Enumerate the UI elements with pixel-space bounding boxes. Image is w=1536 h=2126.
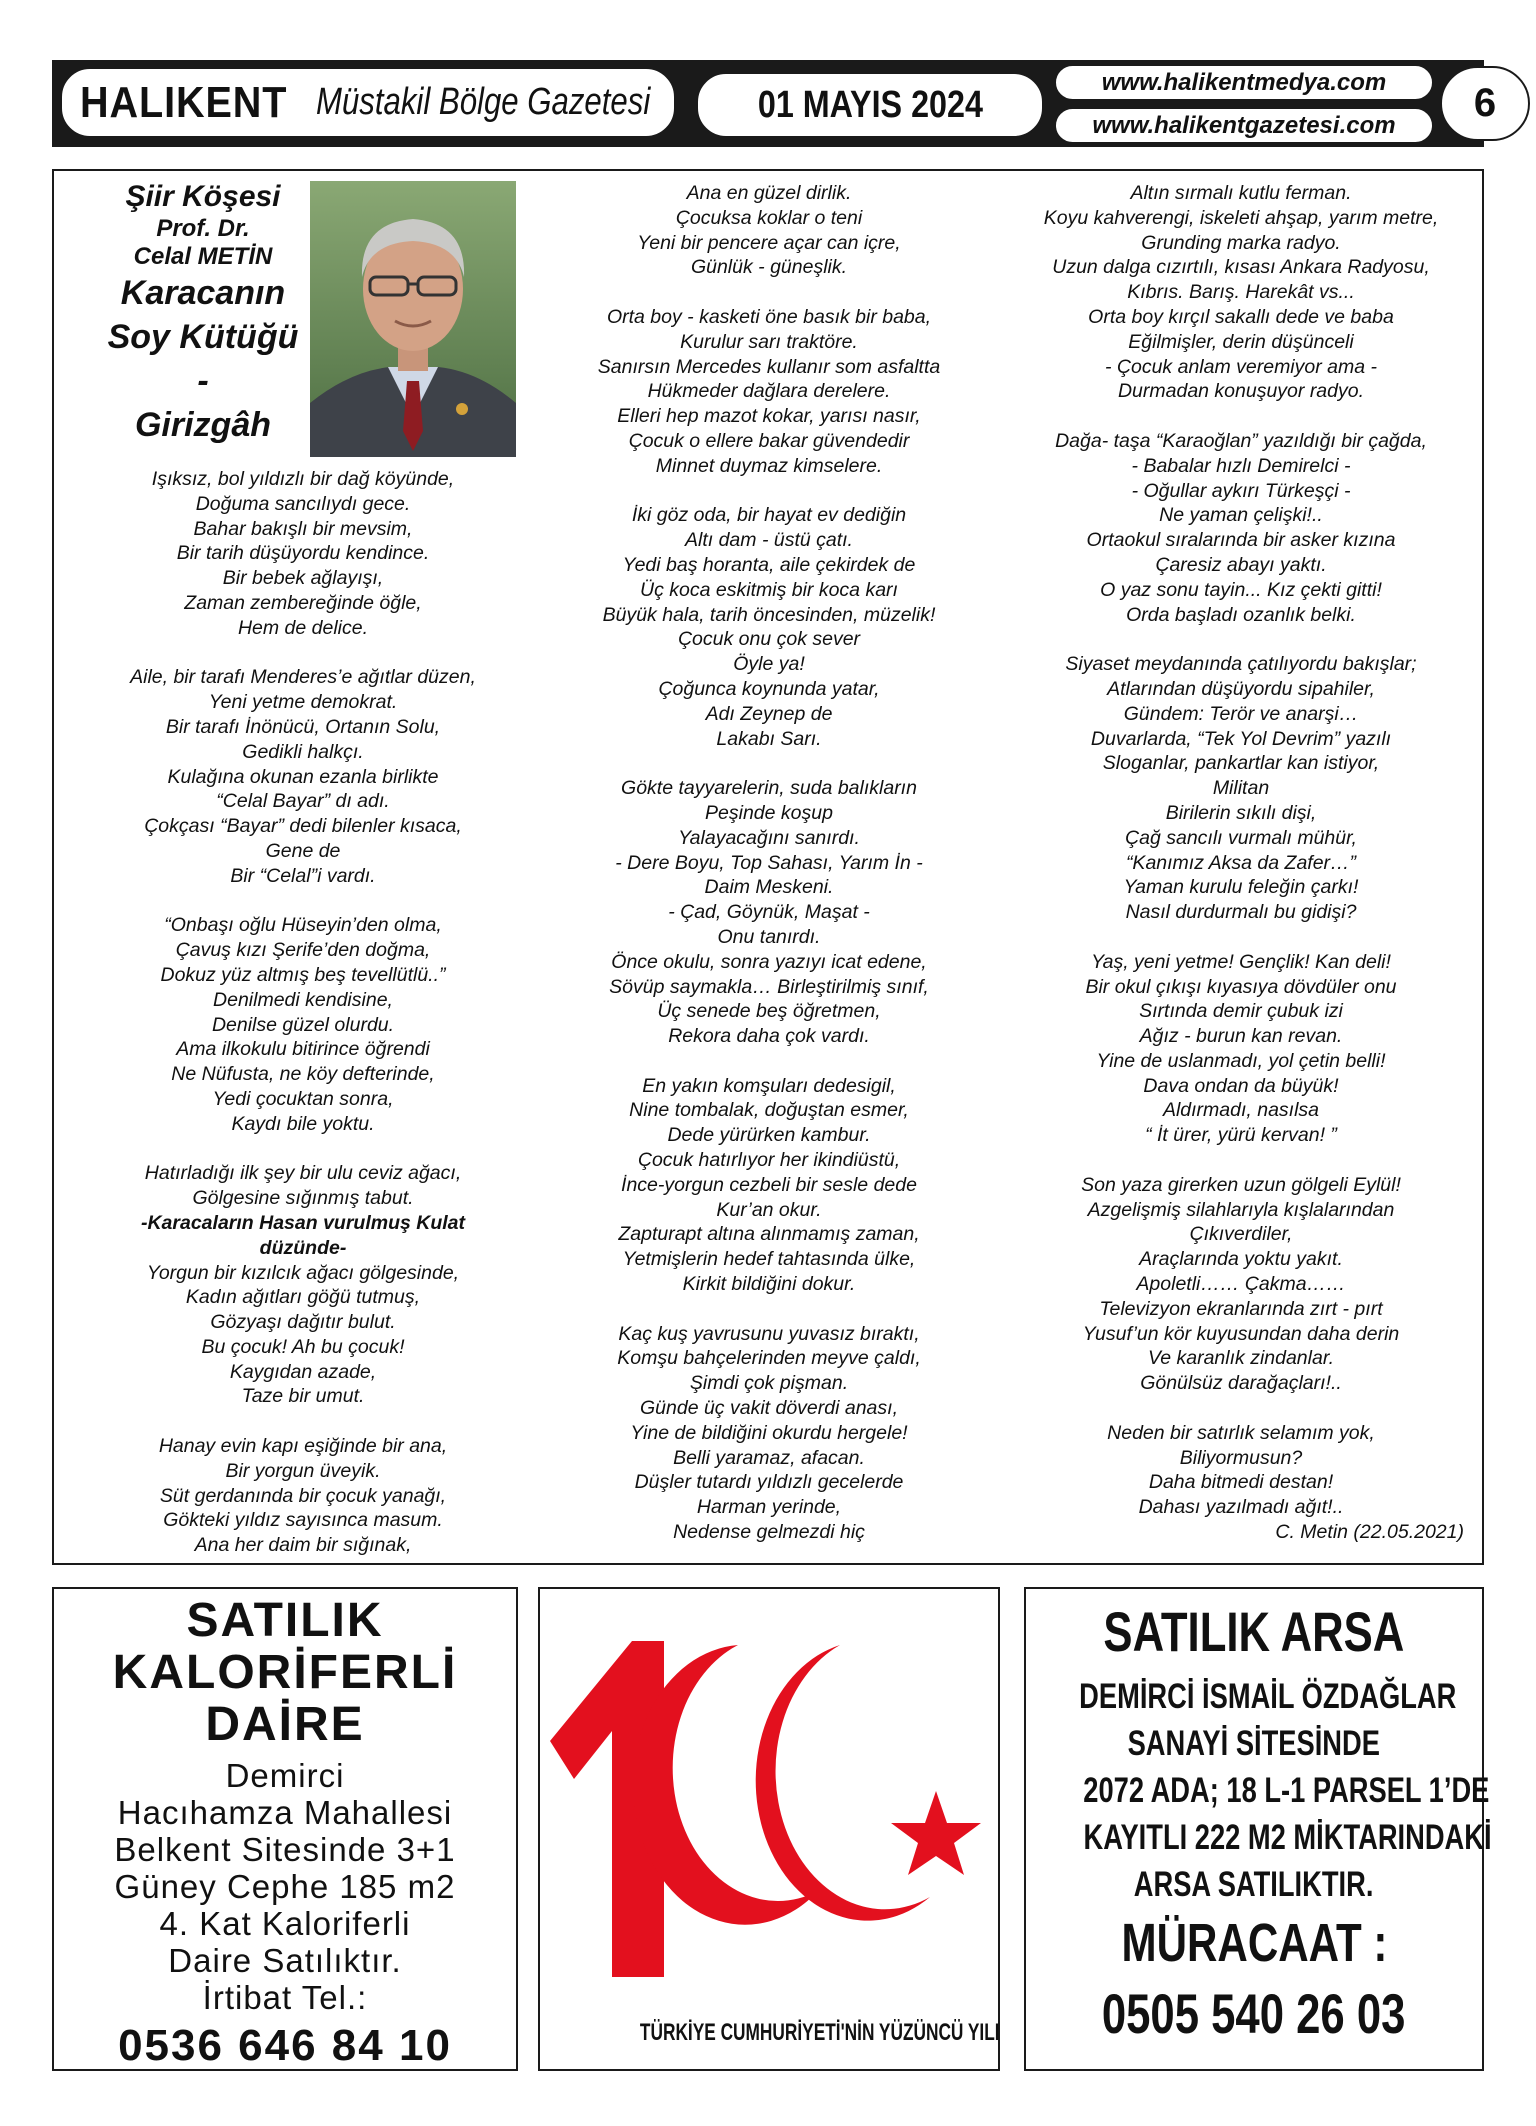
ad1-details-line: Belkent Sitesinde 3+1 [114, 1831, 456, 1868]
poem-column-1-line: Çokçası “Bayar” dedi bilenler kısaca, [144, 815, 462, 838]
poem-column-3-stanzas-line: Çıkıverdiler, [1189, 1223, 1293, 1246]
poem-column-3-stanzas-line: Gönülsüz darağaçları!.. [1140, 1372, 1342, 1395]
poem-column-1-line: Doğuma sancılıydı gece. [195, 492, 411, 515]
poem-column-1-line: Bir tarafı İnönücü, Ortanın Solu, [165, 715, 441, 738]
poem-column-1-line: Kaydı bile yoktu. [231, 1112, 375, 1135]
poem-column-2-line [552, 280, 986, 305]
poem-column-1-line: Aile, bir tarafı Menderes’e ağıtlar düzen, [130, 666, 476, 689]
poem-column-2-line: Çocuk hatırlıyor her ikindiüstü, [637, 1149, 901, 1172]
poem-column-3-stanzas-line: Apoletli…… Çakma…… [1136, 1273, 1346, 1296]
poem-column-2-line: Kaç kuş yavrusunu yuvasız bıraktı, [618, 1322, 920, 1345]
brand-pill [60, 67, 676, 138]
poem-column-3-stanzas-line: Biliyormusun? [1179, 1446, 1303, 1469]
poem-column-2-line: Adı Zeynep de [705, 702, 833, 725]
poem-column-3-stanzas-line: Duvarlarda, “Tek Yol Devrim” yazılı [1090, 727, 1392, 750]
poem-column-2-line [552, 1297, 986, 1322]
poem-column-2-line: Dede yürürken kambur. [667, 1124, 871, 1147]
author-photo [310, 181, 516, 457]
poem-column-3-stanzas-line: Sırtında demir çubuk izi [1139, 1000, 1343, 1023]
ad-land-for-sale [1024, 1587, 1492, 2071]
poem-column-3-stanzas-line: “ İt ürer, yürü kervan! ” [1145, 1124, 1337, 1147]
poem-column-3-stanzas-line: Yaş, yeni yetme! Gençlik! Kan deli! [1091, 950, 1391, 973]
poem-column-3-stanzas [1012, 181, 1470, 1520]
poem-column-3-stanzas-line: Araçlarında yoktu yakıt. [1139, 1248, 1343, 1271]
star-shape [891, 1791, 981, 1875]
poem-column-1-line: “Celal Bayar” dı adı. [216, 790, 390, 813]
poem-column-2-line: Yetmişlerin hedef tahtasında ülke, [622, 1248, 916, 1271]
poem-column-2-line: Çocuksa koklar o teni [675, 206, 863, 229]
poem-column-3-stanzas-line: Dahası yazılmadı ağıt!.. [1138, 1496, 1344, 1519]
poem-column-1 [94, 467, 512, 1558]
poem-column-2-line: Nine tombalak, doğuştan esmer, [629, 1099, 909, 1122]
ad3-details-line [1026, 1720, 1482, 1767]
poem-column-3-stanzas-line: Nasıl durdurmalı bu gidişi? [1125, 901, 1357, 924]
poem-signature: C. Metin (22.05.2021) [1275, 1521, 1464, 1544]
poem-column-3-stanzas-line [1012, 404, 1470, 429]
poem-column-2-line: Günlük - güneşlik. [690, 256, 848, 279]
poem-column-3-stanzas-line: Ortaokul sıralarında bir asker kızına [1086, 529, 1396, 552]
ad1-details-line: Güney Cephe 185 m2 [114, 1868, 456, 1905]
ad1-details [54, 1757, 516, 2016]
ad1-details-line: Hacıhamza Mahallesi [117, 1794, 453, 1831]
poem-column-3-stanzas-line: Son yaza girerken uzun gölgeli Eylül! [1081, 1173, 1401, 1196]
poem-column-1-line [94, 1137, 512, 1162]
poem-column-2-line [552, 751, 986, 776]
poem-column-3-stanzas-line: Dava ondan da büyük! [1143, 1074, 1339, 1097]
poem-column-2-line [552, 479, 986, 504]
issue-date [696, 72, 1044, 138]
poem-column-1-line: Bir “Celal”i vardı. [230, 864, 376, 887]
website-link-2[interactable]: www.halikentgazetesi.com [1054, 107, 1434, 144]
poem-column-2-line: En yakın komşuları dedesigil, [642, 1074, 896, 1097]
poem-column-2-line: - Çad, Göynük, Maşat - [668, 901, 870, 924]
ad3-headline: SATILIK ARSA [1103, 1600, 1405, 1663]
ad1-headline-2: KALORİFERLİ [112, 1646, 458, 1699]
poem-column-2 [552, 181, 986, 1545]
page-number: 6 [1440, 66, 1530, 141]
poem-column-2-line: Sövüp saymakla… Birleştirilmiş sınıf, [609, 975, 929, 998]
poem-column-2-line: Öyle ya! [733, 653, 805, 676]
poem-title-line-2: Soy Kütüğü [107, 318, 299, 356]
poem-column-3-stanzas-line: Ne yaman çelişki!.. [1159, 504, 1323, 527]
poem-column-3-stanzas-line: Atlarından düşüyordu sipahiler, [1107, 677, 1375, 700]
poem-column-3-stanzas-line: Orta boy kırçıl sakallı dede ve baba [1088, 305, 1394, 328]
poem-column-2-line: İnce-yorgun cezbeli bir sesle dede [621, 1173, 917, 1196]
poem-column-1-line [94, 889, 512, 914]
poem-column-2-line: Belli yaramaz, afacan. [673, 1446, 865, 1469]
ad3-details [1026, 1673, 1492, 1908]
poem-title-line-4: Girizgâh [134, 406, 272, 444]
detail-text: KAYITLI 222 M2 MİKTARINDAKİ [1083, 1818, 1492, 1857]
ad1-details-line: Demirci [225, 1757, 345, 1794]
poem-column-2-line: Zapturapt altına alınmamış zaman, [618, 1223, 920, 1246]
poem-column-1-line: Yeni yetme demokrat. [208, 691, 398, 714]
website-link-1[interactable]: www.halikentmedya.com [1054, 64, 1434, 101]
poem-column-2-line: Üç senede beş öğretmen, [657, 1000, 881, 1023]
poem-column-3-stanzas-line: Ağız - burun kan revan. [1139, 1025, 1343, 1048]
ad1-details-line: 4. Kat Kaloriferli [159, 1905, 411, 1942]
ad-republic-centenary [538, 1587, 1000, 2071]
poem-column-3-stanzas-line: Yaman kurulu feleğin çarkı! [1123, 876, 1359, 899]
poem-column-2-line: Ana en güzel dirlik. [686, 182, 852, 204]
ad1-headline-1: SATILIK [186, 1594, 384, 1647]
poem-column-2-line: Gökte tayyarelerin, suda balıkların [621, 777, 917, 800]
poem-column-3-stanzas-line: Grunding marka radyo. [1141, 231, 1341, 254]
poem-column-1-line: Gölgesine sığınmış tabut. [192, 1187, 414, 1210]
poem-title-line-1: Karacanın [120, 274, 286, 312]
ad3-phone: 0505 540 26 03 [1102, 1982, 1406, 2045]
poem-title-line-3: - [197, 362, 209, 400]
poem-column-3-stanzas-line [1012, 1396, 1470, 1421]
author-name: Celal METİN [133, 243, 273, 270]
poem-column-3-stanzas-line: Neden bir satırlık selamım yok, [1107, 1421, 1375, 1444]
poem-column-2-line: Kur’an okur. [716, 1198, 822, 1221]
column-kicker: Şiir Köşesi [125, 180, 281, 213]
poem-column-2-line: Şimdi çok pişman. [689, 1372, 849, 1395]
poem-column-3-stanzas-line: - Çocuk anlam veremiyor ama - [1105, 355, 1377, 378]
poem-column-3-stanzas-line: Yine de uslanmadı, yol çetin belli! [1096, 1049, 1386, 1072]
poem-column-2-line: Yedi baş horanta, aile çekirdek de [622, 553, 916, 576]
centenary-logo [540, 1601, 998, 2011]
ad3-contact-label: MÜRACAAT : [1121, 1913, 1387, 1973]
poem-column-1-line: Taze bir umut. [241, 1385, 365, 1408]
poem-column-3-stanzas-line: Gündem: Terör ve anarşi… [1123, 702, 1359, 725]
poem-column-2-line: Kirkit bildiğini dokur. [682, 1273, 856, 1296]
brand-subtitle: Müstakil Bölge Gazetesi [316, 81, 651, 123]
poem-column-2-line: İki göz oda, bir hayat ev dediğin [631, 504, 907, 527]
poem-column-1-line: “Onbaşı oğlu Hüseyin’den olma, [164, 914, 442, 937]
poem-column-1-line: Zaman zembereğinde öğle, [184, 591, 422, 614]
poem-column-3-stanzas-line: Siyaset meydanında çatılıyordu bakışlar; [1065, 653, 1417, 676]
poem-column-1-line: Dokuz yüz altmış beş tevellütlü..” [160, 963, 446, 986]
poem-column-3-stanzas-line: Uzun dalga cızırtılı, kısası Ankara Radyosu, [1052, 256, 1430, 279]
ad1-phone: 0536 646 84 10 [118, 2021, 452, 2070]
poem-column-3-stanzas-line: Dağa- taşa “Karaoğlan” yazıldığı bir çağda, [1055, 429, 1427, 452]
brand-name: HALIKENT [80, 77, 288, 127]
poem-column-2-line: Nedense gelmezdi hiç [673, 1521, 865, 1544]
poem-column-3-stanzas-line: Çağ sancılı vurmalı mühür, [1125, 826, 1357, 849]
article-title-block [74, 179, 332, 447]
ad3-details-line [1026, 1861, 1482, 1908]
poem-column-2-line: Rekora daha çok vardı. [668, 1025, 870, 1048]
poem-column-1-line: -Karacaların Hasan vurulmuş Kulat [140, 1211, 466, 1234]
poem-column-2-line [552, 1049, 986, 1074]
poem-column-2-line: Komşu bahçelerinden meyve çaldı, [617, 1347, 921, 1370]
ad1-headline-3: DAİRE [205, 1698, 365, 1751]
poem-column-1-line [94, 641, 512, 666]
poem-column-2-line: Altı dam - üstü çatı. [685, 529, 853, 552]
poem-column-2-line: Minnet duymaz kimselere. [655, 454, 883, 477]
poem-column-3-stanzas-line: Koyu kahverengi, iskeleti ahşap, yarım metre, [1043, 206, 1439, 229]
poem-column-2-line: Çocuk onu çok sever [677, 628, 861, 651]
crescent-shape-2 [756, 1645, 930, 1921]
masthead [52, 60, 1497, 147]
detail-text: ARSA SATILIKTIR. [1134, 1865, 1374, 1904]
poem-column-3-stanzas-line: Ve karanlık zindanlar. [1147, 1347, 1335, 1370]
ad1-details-line: İrtibat Tel.: [202, 1979, 368, 2016]
poem-column-3-stanzas-line [1012, 1148, 1470, 1173]
poem-column-3-stanzas-line: Kıbrıs. Barış. Harekât vs... [1127, 281, 1355, 304]
poem-column-3-stanzas-line: Eğilmişler, derin düşünceli [1128, 330, 1354, 353]
poem-column-3-stanzas-line: O yaz sonu tayin... Kız çekti gitti! [1100, 578, 1382, 601]
poem-column-1-line: Ama ilkokulu bitirince öğrendi [176, 1038, 430, 1061]
poem-column-2-line: Çoğunca koynunda yatar, [658, 677, 880, 700]
poem-column-1-line: Yedi çocuktan sonra, [212, 1087, 394, 1110]
centenary-caption: TÜRKİYE CUMHURİYETİ'NİN YÜZÜNCÜ YILI [639, 2019, 1000, 2046]
poem-column-3-stanzas-line: “Kanımız Aksa da Zafer…” [1125, 851, 1357, 874]
ad3-details-line [1026, 1673, 1482, 1720]
ad1-details-line: Daire Satılıktır. [168, 1942, 402, 1979]
poem-column-3-stanzas-line: Birilerin sıkılı dişi, [1165, 801, 1317, 824]
poem-column-1-line: Gözyaşı dağıtır bulut. [210, 1311, 396, 1334]
poem-column-2-line: Hükmeder dağlara derelere. [647, 380, 891, 403]
poem-column-2-line: Önce okulu, sonra yazıyı icat edene, [611, 950, 927, 973]
poem-column-2-line: Elleri hep mazot kokar, yarısı nasır, [617, 405, 921, 428]
poem-column-2-line: Kurulur sarı traktöre. [680, 330, 858, 353]
poem-column-3-stanzas-line [1012, 925, 1470, 950]
poem-column-2-line: Yalayacağını sanırdı. [678, 826, 860, 849]
issue-date-text: 01 MAYIS 2024 [757, 83, 983, 126]
ad-apartment-for-sale [52, 1587, 518, 2071]
poem-column-3-stanzas-line: Altın sırmalı kutlu ferman. [1130, 182, 1352, 204]
poem-column-2-line: Büyük hala, tarih öncesinden, müzelik! [602, 603, 936, 626]
poem-column-3-stanzas-line: Orda başladı ozanlık belki. [1126, 603, 1356, 626]
poem-column-1-line: Denilmedi kendisine, [213, 988, 393, 1011]
poem-column-3-stanzas-line [1012, 627, 1470, 652]
poem-column-2-line: Yine de bildiğini okurdu hergele! [630, 1421, 908, 1444]
poem-column-3-stanzas-line: Aldırmadı, nasılsa [1162, 1099, 1320, 1122]
detail-text: SANAYİ SİTESİNDE [1127, 1724, 1381, 1763]
poem-column-2-line: Üç koca eskitmiş bir koca karı [640, 578, 898, 601]
poem-column-2-line: Daim Meskeni. [704, 876, 834, 899]
poem-column-1-line: Hanay evin kapı eşiğinde bir ana, [158, 1435, 448, 1458]
poem-column-2-line: - Dere Boyu, Top Sahası, Yarım İn - [615, 851, 923, 874]
poem-column-1-line: Hem de delice. [237, 616, 369, 639]
poem-column-1-line: Bir yorgun üveyik. [225, 1459, 381, 1482]
poem-column-1-line: Yorgun bir kızılcık ağacı gölgesinde, [146, 1261, 460, 1284]
poem-column-3-stanzas-line: Azgelişmiş silahlarıyla kışlalarından [1087, 1198, 1395, 1221]
ad3-details-line [1026, 1767, 1490, 1814]
poem-column-1-line: Bir bebek ağlayışı, [222, 567, 384, 590]
poem-column-2-line: Lakabı Sarı. [716, 727, 822, 750]
poem-column-3-stanzas-line: - Babalar hızlı Demirelci - [1131, 454, 1351, 477]
poem-column-1-line: Işıksız, bol yıldızlı bir dağ köyünde, [151, 468, 455, 490]
poem-column-1-line: düzünde- [259, 1236, 347, 1259]
author-title: Prof. Dr. [156, 215, 250, 242]
poem-column-3-stanzas-line: Sloganlar, pankartlar kan istiyor, [1102, 752, 1380, 775]
poem-column-3-stanzas-line: Durmadan konuşuyor radyo. [1117, 380, 1365, 403]
poem-column-1-line [94, 1409, 512, 1434]
poem-column-3-stanzas-line: - Oğullar aykırı Türkeşçi - [1131, 479, 1351, 502]
poem-column-1-line: Kulağına okunan ezanla birlikte [167, 765, 439, 788]
poem-column-1-line: Kaygıdan azade, [229, 1360, 377, 1383]
poem-column-1-line: Ne Nüfusta, ne köy defterinde, [171, 1063, 435, 1086]
poem-column-2-line: Çocuk o ellere bakar güvendedir [628, 429, 910, 452]
poem-article [52, 169, 1484, 1565]
poem-column-3-stanzas-line: Televizyon ekranlarında zırt - pırt [1099, 1297, 1383, 1320]
poem-column-1-line: Kadın ağıtları göğü tutmuş, [185, 1286, 421, 1309]
poem-column-1-line: Çavuş kızı Şerife’den doğma, [175, 939, 431, 962]
poem-column-3-stanzas-line: Daha bitmedi destan! [1148, 1471, 1334, 1494]
poem-column-1-line: Bahar bakışlı bir mevsim, [193, 517, 413, 540]
poem-column-2-line: Günde üç vakit döverdi anası, [640, 1397, 898, 1420]
poem-column-3-stanzas-line: Bir okul çıkışı kıyasıya dövdüler onu [1085, 975, 1397, 998]
poem-column-2-line: Yeni bir pencere açar can içre, [637, 231, 901, 254]
poem-column-1-line: Hatırladığı ilk şey bir ulu ceviz ağacı, [144, 1162, 462, 1185]
poem-column-2-line: Harman yerinde, [696, 1496, 842, 1519]
poem-column-1-line: Gökteki yıldız sayısınca masum. [163, 1509, 443, 1532]
poem-column-1-line: Gene de [265, 839, 341, 862]
poem-column-2-line: Peşinde koşup [705, 801, 833, 824]
detail-text: 2072 ADA; 18 L-1 PARSEL 1’DE [1083, 1771, 1490, 1810]
poem-column-1-line: Gedikli halkçı. [242, 740, 364, 763]
poem-column-1-line: Ana her daim bir sığınak, [194, 1534, 412, 1557]
poem-column-2-line: Sanırsın Mercedes kullanır som asfaltta [597, 355, 941, 378]
poem-column-3 [1012, 181, 1470, 1545]
poem-column-2-line: Düşler tutardı yıldızlı gecelerde [634, 1471, 904, 1494]
poem-column-1-line: Bir tarih düşüyordu kendince. [176, 542, 430, 565]
poem-column-2-line: Orta boy - kasketi öne basık bir baba, [606, 305, 932, 328]
poem-column-3-stanzas-line: Yusuf’un kör kuyusundan daha derin [1082, 1322, 1400, 1345]
poem-column-3-stanzas-line: Militan [1212, 777, 1270, 800]
ad3-details-line [1026, 1814, 1492, 1861]
poem-column-1-line: Süt gerdanında bir çocuk yanağı, [159, 1484, 447, 1507]
poem-column-1-line: Denilse güzel olurdu. [211, 1013, 395, 1036]
poem-column-2-line: Onu tanırdı. [717, 925, 821, 948]
poem-column-1-line: Bu çocuk! Ah bu çocuk! [201, 1335, 405, 1358]
detail-text: DEMİRCİ İSMAİL ÖZDAĞLAR [1079, 1677, 1457, 1716]
poem-column-3-stanzas-line: Çaresiz abayı yaktı. [1155, 553, 1327, 576]
